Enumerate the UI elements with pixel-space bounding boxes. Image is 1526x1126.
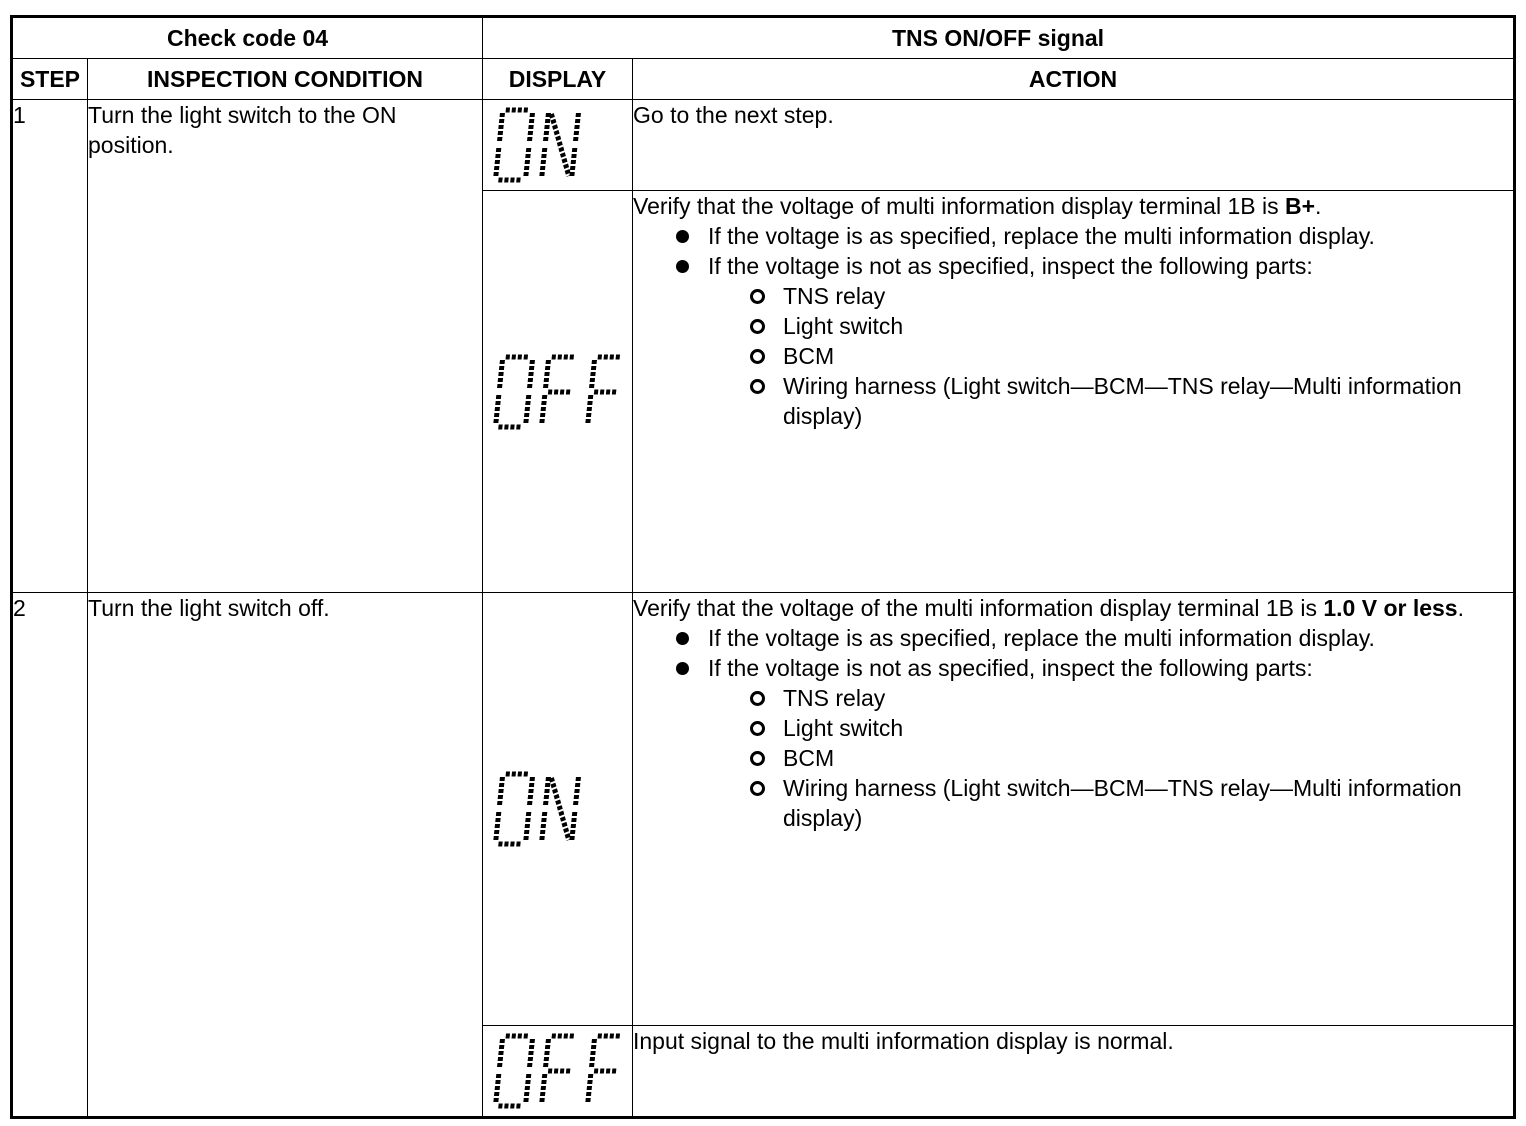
lcd-segment — [545, 1039, 548, 1068]
check-code-table — [10, 15, 1516, 1119]
table-row — [12, 100, 1515, 191]
action-column-header: ACTION — [633, 59, 1515, 100]
lcd-segment — [529, 360, 532, 389]
lcd-display-on — [483, 593, 633, 1026]
lcd-segment — [526, 1074, 529, 1103]
condition-column-header: INSPECTION CONDITION — [88, 59, 483, 100]
inspection-condition: Turn the light switch off. — [88, 593, 483, 1118]
bullet-item: If the voltage is not as specified, inspect the following parts: — [633, 653, 1513, 683]
signal-title: TNS ON/OFF signal — [483, 17, 1515, 59]
bullet-item: If the voltage is as specified, replace the multi information display. — [633, 623, 1513, 653]
step-number: 2 — [12, 593, 88, 1118]
table-row — [12, 593, 1515, 1026]
lcd-segment — [542, 1074, 545, 1103]
lcd-segment — [526, 812, 529, 841]
voltage-spec: 1.0 V or less — [1323, 595, 1458, 621]
part-item: BCM — [633, 341, 1513, 371]
bullet-item: If the voltage is not as specified, inspect the following parts: — [633, 251, 1513, 281]
lcd-segment — [591, 1039, 594, 1068]
lcd-display-off — [483, 1026, 633, 1118]
lcd-segment — [499, 1039, 502, 1068]
part-item: Wiring harness (Light switch—BCM—TNS relay—Multi information display) — [633, 371, 1513, 431]
action-text: Go to the next step. — [633, 102, 834, 128]
lcd-segment — [499, 113, 502, 142]
voltage-spec: B+ — [1284, 193, 1316, 219]
lcd-segment — [542, 395, 545, 424]
lcd-segment — [588, 1074, 591, 1103]
lcd-segment — [496, 395, 499, 424]
lcd-segment — [588, 395, 591, 424]
action-cell — [633, 191, 1515, 593]
lcd-segment — [496, 1074, 499, 1103]
lcd-segment — [496, 812, 499, 841]
step-column-header: STEP — [12, 59, 88, 100]
action-cell — [633, 100, 1515, 191]
lcd-segment — [499, 360, 502, 389]
lcd-segment — [545, 777, 548, 806]
lcd-segment — [575, 777, 578, 806]
lcd-segment — [542, 812, 545, 841]
bullet-item: If the voltage is as specified, replace the multi information display. — [633, 221, 1513, 251]
action-cell — [633, 1026, 1515, 1118]
action-text: Input signal to the multi information display is normal. — [633, 1028, 1174, 1054]
part-item: Light switch — [633, 311, 1513, 341]
part-item: TNS relay — [633, 683, 1513, 713]
lcd-display-off — [483, 191, 633, 593]
lcd-segment — [572, 148, 575, 177]
lcd-segment — [545, 113, 548, 142]
lcd-segment — [575, 113, 578, 142]
verify-instruction: Verify that the voltage of multi information display terminal 1B is B+. — [633, 193, 1322, 219]
lcd-segment — [496, 148, 499, 177]
display-column-header: DISPLAY — [483, 59, 633, 100]
lcd-segment — [529, 113, 532, 142]
part-item: BCM — [633, 743, 1513, 773]
verify-instruction: Verify that the voltage of the multi information display terminal 1B is 1.0 V or less. — [633, 595, 1464, 621]
part-item: TNS relay — [633, 281, 1513, 311]
step-number: 1 — [12, 100, 88, 593]
lcd-segment — [591, 360, 594, 389]
lcd-segment — [529, 777, 532, 806]
part-item: Wiring harness (Light switch—BCM—TNS relay—Multi information display) — [633, 773, 1513, 833]
inspection-condition: Turn the light switch to the ON position. — [88, 100, 483, 593]
lcd-segment — [542, 148, 545, 177]
lcd-segment — [526, 148, 529, 177]
lcd-segment — [499, 777, 502, 806]
lcd-segment — [545, 360, 548, 389]
part-item: Light switch — [633, 713, 1513, 743]
check-code-title: Check code 04 — [12, 17, 483, 59]
action-cell — [633, 593, 1515, 1026]
lcd-segment — [572, 812, 575, 841]
lcd-segment — [526, 395, 529, 424]
lcd-display-on — [483, 100, 633, 191]
lcd-segment — [529, 1039, 532, 1068]
